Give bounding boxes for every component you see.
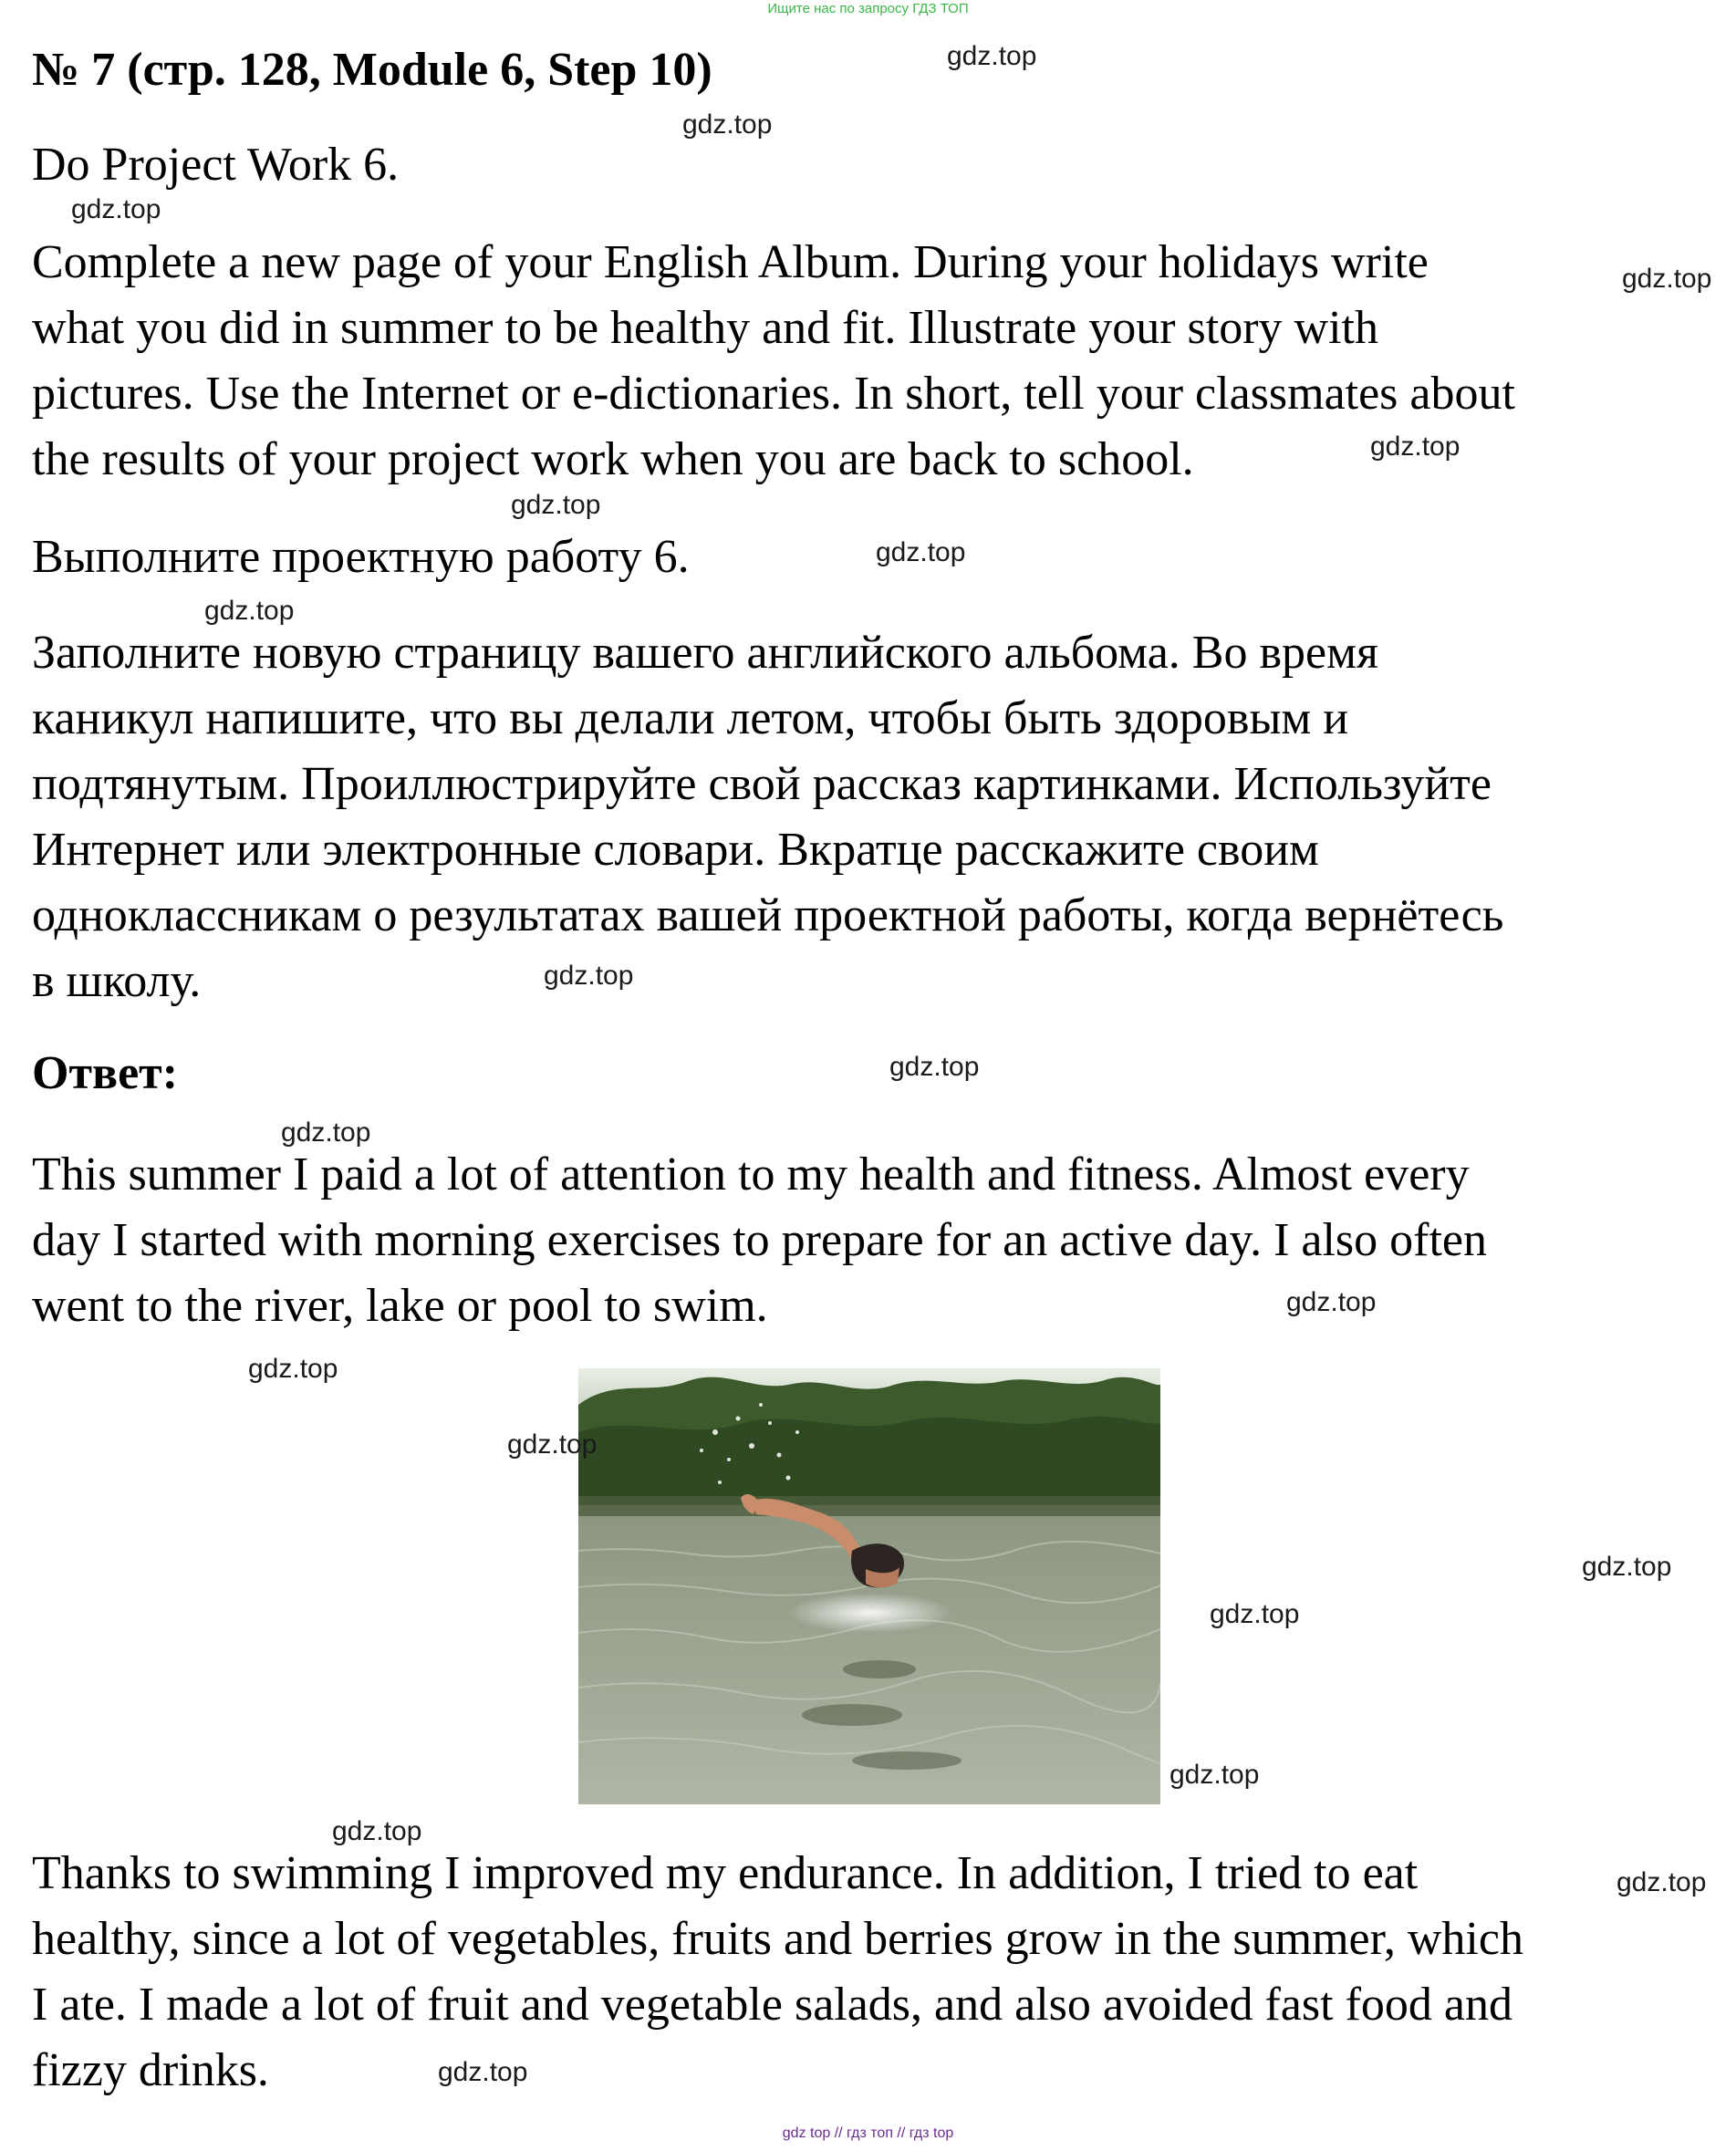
text-line: the results of your project work when you are back to school.	[32, 433, 1194, 485]
text-line: Интернет или электронные словари. Вкратце расскажите своим	[32, 824, 1319, 876]
text-line: Complete a new page of your English Album. During your holidays write	[32, 236, 1429, 288]
watermark: gdz.top	[1622, 264, 1712, 294]
text-line: fizzy drinks.	[32, 2044, 269, 2096]
text-line: day I started with morning exercises to prepare for an active day. I also often	[32, 1214, 1488, 1266]
watermark: gdz.top	[1582, 1552, 1672, 1582]
watermark: gdz.top	[71, 194, 161, 224]
watermark: gdz.top	[1169, 1760, 1260, 1790]
text-line: I ate. I made a lot of fruit and vegetable salads, and also avoided fast food and	[32, 1979, 1513, 2031]
text-line: healthy, since a lot of vegetables, fruits and berries grow in the summer, which	[32, 1913, 1523, 1965]
text-line: pictures. Use the Internet or e-dictionaries. In short, tell your classmates about	[32, 368, 1515, 420]
watermark: gdz.top	[332, 1816, 422, 1846]
watermark: gdz.top	[876, 537, 966, 567]
watermark: gdz.top	[1210, 1599, 1300, 1629]
watermark: gdz.top	[204, 596, 295, 626]
watermark: gdz.top	[1370, 431, 1461, 462]
task-ru-intro	[32, 525, 1710, 590]
watermark: gdz.top	[438, 2057, 528, 2087]
watermark: gdz.top	[889, 1052, 980, 1082]
watermark: gdz.top	[947, 41, 1037, 71]
text-line: подтянутым. Проиллюстрируйте свой рассказ картинками. Используйте	[32, 758, 1492, 810]
watermark: gdz.top	[682, 109, 773, 140]
watermark: gdz.top	[1616, 1867, 1707, 1897]
text-line: went to the river, lake or pool to swim.	[32, 1280, 768, 1332]
watermark: gdz.top	[248, 1354, 338, 1384]
text-line: Выполните проектную работу 6.	[32, 531, 690, 583]
footer-links[interactable]: gdz top // гдз топ // гдз top	[782, 2125, 954, 2141]
text-line: This summer I paid a lot of attention to my health and fitness. Almost every	[32, 1148, 1470, 1200]
text-line: what you did in summer to be healthy and fit. Illustrate your story with	[32, 302, 1378, 354]
watermark: gdz.top	[511, 490, 601, 520]
task-en-intro	[32, 132, 1710, 198]
text-line: Do Project Work 6.	[32, 139, 400, 191]
answer-paragraph-1	[32, 1142, 1710, 1339]
text-line: Thanks to swimming I improved my endurance. In addition, I tried to eat	[32, 1847, 1419, 1899]
swimmer-photo	[578, 1368, 1160, 1804]
answer-heading: Ответ:	[32, 1047, 179, 1099]
text-line: в школу.	[32, 955, 202, 1007]
page-title: № 7 (стр. 128, Module 6, Step 10)	[32, 44, 712, 96]
watermark: gdz.top	[507, 1429, 598, 1460]
text-line: каникул напишите, что вы делали летом, чтобы быть здоровым и	[32, 692, 1349, 744]
watermark: gdz.top	[544, 961, 634, 991]
text-line: одноклассникам о результатах вашей проектной работы, когда вернётесь	[32, 889, 1504, 941]
text-line: Заполните новую страницу вашего английского альбома. Во время	[32, 627, 1378, 679]
task-ru-body	[32, 620, 1710, 1014]
answer-paragraph-2	[32, 1841, 1710, 2104]
watermark: gdz.top	[281, 1117, 371, 1148]
watermark: gdz.top	[1286, 1287, 1377, 1317]
top-banner[interactable]: Ищите нас по запросу ГДЗ ТОП	[767, 1, 969, 16]
